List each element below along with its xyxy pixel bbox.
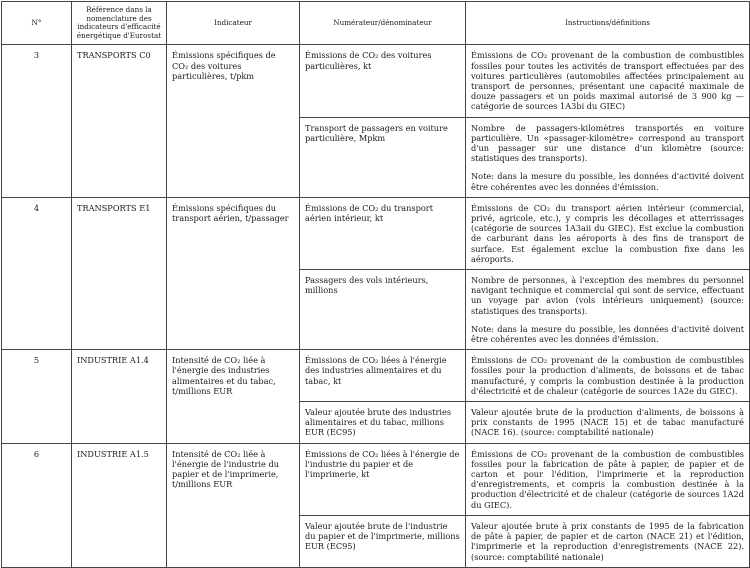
row-indicator: Émissions spécifiques de CO₂ des voitures particulières, t/pkm bbox=[167, 45, 300, 197]
numerator-cell: Émissions de CO₂ liées à l'énergie de l'industrie du papier et de l'imprimerie, kt bbox=[300, 443, 466, 515]
instruction-paragraph: Valeur ajoutée brute à prix constants de 1995 de la fabrication de pâte à papier, de papier et de carton (NACE 21) et l'édition, l'imprimerie et la reproduction d'enregistrements (NACE 22). (source: comptabilité nationale) bbox=[471, 520, 744, 562]
row-number: 5 bbox=[2, 350, 72, 443]
instruction-paragraph: Nombre de personnes, à l'exception des membres du personnel navigant technique et commercial qui sont de service, effectuant un voyage par avion (vols intérieurs uniquement) (source: statistiques des transports). bbox=[471, 275, 744, 316]
numerator-cell: Émissions de CO₂ liées à l'énergie des industries alimentaires et du tabac, kt bbox=[300, 350, 466, 402]
header-no: N° bbox=[2, 2, 72, 45]
row-number: 3 bbox=[2, 45, 72, 197]
instructions-cell bbox=[466, 443, 750, 515]
table-row bbox=[2, 45, 750, 117]
instructions-cell bbox=[466, 350, 750, 402]
row-number: 6 bbox=[2, 443, 72, 567]
instructions-cell bbox=[466, 197, 750, 269]
instruction-note: Note: dans la mesure du possible, les données d'activité doivent être cohérentes avec les données d'émission. bbox=[471, 323, 744, 345]
table-row bbox=[2, 350, 750, 402]
denominator-cell: Passagers des vols intérieurs, millions bbox=[300, 270, 466, 350]
row-indicator: Émissions spécifiques du transport aérien, t/passager bbox=[167, 197, 300, 349]
instructions-cell bbox=[466, 117, 750, 197]
row-reference: TRANSPORTS E1 bbox=[72, 197, 167, 349]
instructions-cell bbox=[466, 270, 750, 350]
instruction-paragraph: Valeur ajoutée brute de la production d'aliments, de boissons à prix constants de 1995 (NACE 15) et de tabac manufacturé (NACE 16). (source: comptabilité nationale) bbox=[471, 407, 744, 438]
row-indicator: Intensité de CO₂ liée à l'énergie des industries alimentaires et du tabac, t/millions EUR bbox=[167, 350, 300, 443]
instruction-note: Note: dans la mesure du possible, les données d'activité doivent être cohérentes avec les données d'émission. bbox=[471, 171, 744, 192]
table-header-row bbox=[2, 2, 750, 45]
header-numerator-denominator: Numérateur/dénominateur bbox=[300, 2, 466, 45]
row-reference: TRANSPORTS C0 bbox=[72, 45, 167, 197]
header-instructions: Instructions/définitions bbox=[466, 2, 750, 45]
denominator-cell: Valeur ajoutée brute des industries alimentaires et du tabac, millions EUR (EC95) bbox=[300, 402, 466, 444]
table-row bbox=[2, 443, 750, 515]
instruction-paragraph: Émissions de CO₂ provenant de la combustion de combustibles fossiles pour toutes les activités de transport effectuées par des voitures particulières (automobiles affectées principalement au transport de personnes, présentant une capacité maximale de douze passagers et un poids maximal autorisé de 3 900 kg — catégorie de sources 1A3bi du GIEC) bbox=[471, 50, 744, 112]
instructions-cell bbox=[466, 402, 750, 444]
row-indicator: Intensité de CO₂ liée à l'énergie de l'industrie du papier et de l'imprimerie, t/millions EUR bbox=[167, 443, 300, 567]
row-reference: INDUSTRIE A1.4 bbox=[72, 350, 167, 443]
indicators-table bbox=[1, 1, 750, 568]
instruction-paragraph: Nombre de passagers-kilomètres transportés en voiture particulière. Un «passager-kilomètre» correspond au transport d'un passager sur une distance d'un kilomètre (source: statistiques des transports). bbox=[471, 122, 744, 164]
header-reference: Référence dans la nomenclature des indicateurs d'efficacité énergétique d'Eurostat bbox=[72, 2, 167, 45]
header-indicator: Indicateur bbox=[167, 2, 300, 45]
instruction-paragraph: Émissions de CO₂ provenant de la combustion de combustibles fossiles pour la fabrication de pâte à papier, de papier et de carton et pour l'édition, l'imprimerie et la reproduction d'enregistrements, et compris la combustion destinée à la production d'électricité et de chaleur (catégorie de sources 1A2d du GIEC). bbox=[471, 448, 744, 510]
numerator-cell: Émissions de CO₂ du transport aérien intérieur, kt bbox=[300, 197, 466, 269]
numerator-cell: Émissions de CO₂ des voitures particulières, kt bbox=[300, 45, 466, 117]
denominator-cell: Transport de passagers en voiture particulière, Mpkm bbox=[300, 117, 466, 197]
row-number: 4 bbox=[2, 197, 72, 349]
instruction-paragraph: Émissions de CO₂ provenant de la combustion de combustibles fossiles pour la production d'aliments, de boissons et de tabac manufacturé, y compris la combustion destinée à la production d'électricité et de chaleur (catégorie de sources 1A2e du GIEC). bbox=[471, 355, 744, 396]
row-reference: INDUSTRIE A1.5 bbox=[72, 443, 167, 567]
table-row bbox=[2, 197, 750, 269]
instructions-cell bbox=[466, 515, 750, 567]
denominator-cell: Valeur ajoutée brute de l'industrie du papier et de l'imprimerie, millions EUR (EC95) bbox=[300, 515, 466, 567]
instructions-cell bbox=[466, 45, 750, 117]
instruction-paragraph: Émissions de CO₂ du transport aérien intérieur (commercial, privé, agricole, etc.), y compris les décollages et atterrissages (catégorie de sources 1A3aii du GIEC). Est exclue la combustion de carburant dans les aéroports à des fins de transport de surface. Est également exclue la combustion fixe dans les aéroports. bbox=[471, 202, 744, 264]
